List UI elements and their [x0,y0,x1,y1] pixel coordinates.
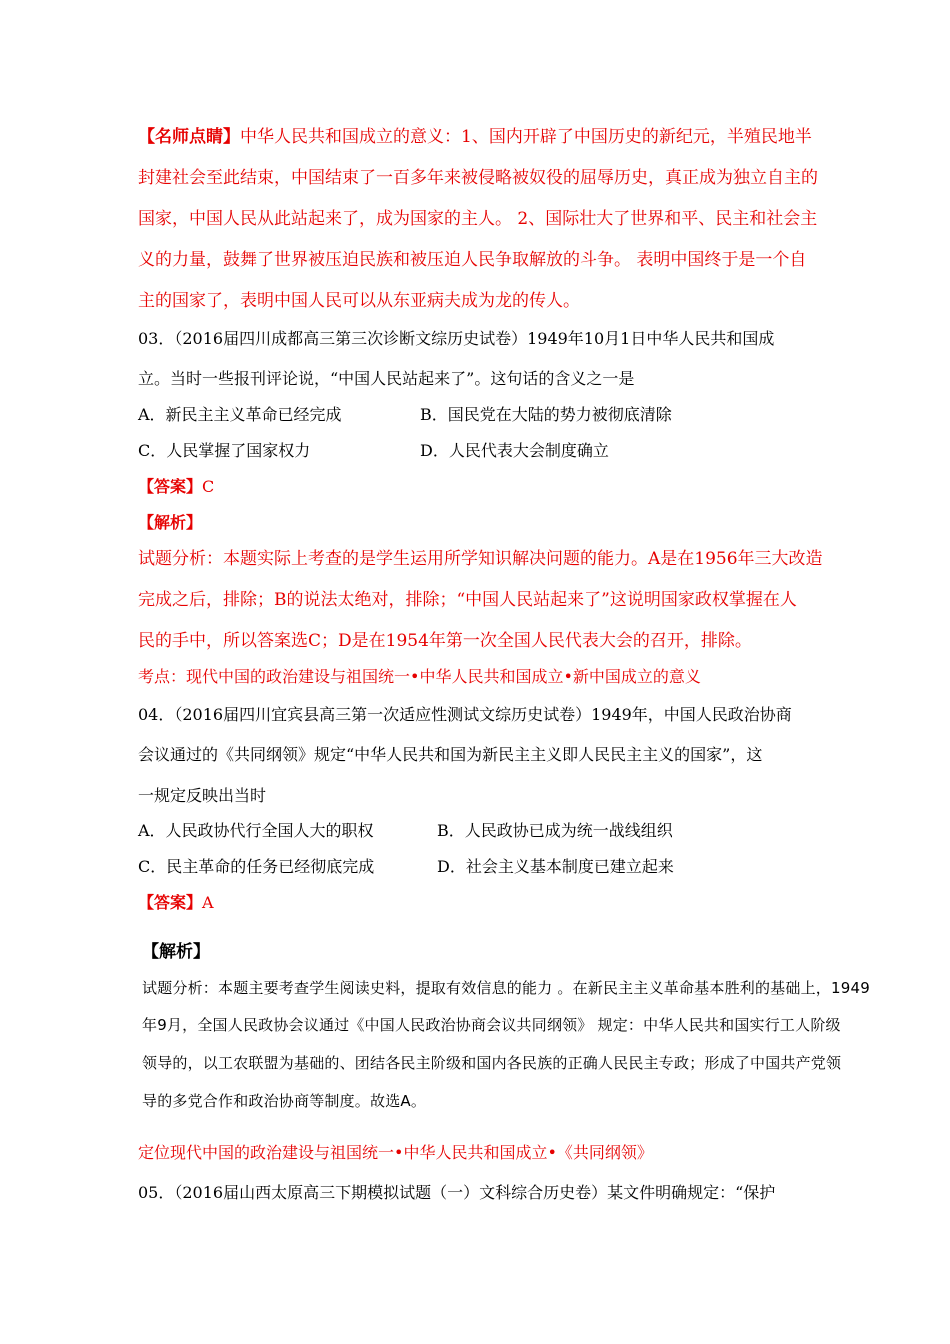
q04-dingwei: 定位现代中国的政治建设与祖国统一•中华人民共和国成立•《共同纲领》 [138,1143,653,1162]
teacher-note-line-1: 【名师点睛】中华人民共和国成立的意义：1、国内开辟了中国历史的新纪元，半殖民地半 [138,127,812,147]
teacher-note-line-5: 主的国家了，表明中国人民可以从东亚病夫成为龙的传人。 [138,291,580,311]
q03-option-b: B．国民党在大陆的势力被彻底清除 [420,405,672,424]
teacher-note-line-3: 国家，中国人民从此站起来了，成为国家的主人。 2、国际壮大了世界和平、民主和社会主 [138,209,818,229]
q03-stem-line-1: 03．（2016届四川成都高三第三次诊断文综历史试卷）1949年10月1日中华人民共和国成 [138,329,775,348]
teacher-note-line-4: 义的力量，鼓舞了世界被压迫民族和被压迫人民争取解放的斗争。 表明中国终于是一个自 [138,250,807,270]
q03-answer-value: C [202,477,215,496]
q04-stem-line-2: 会议通过的《共同纲领》规定“中华人民共和国为新民主主义即人民民主主义的国家”，这 [138,745,763,764]
q04-option-c: C．民主革命的任务已经彻底完成 [138,857,375,876]
q04-option-b: B．人民政协已成为统一战线组织 [437,821,673,840]
teacher-note-line-2: 封建社会至此结束，中国结束了一百多年来被侵略被奴役的屈辱历史，真正成为独立自主的 [138,168,818,188]
q03-analysis-line-3: 民的手中，所以答案选C；D是在1954年第一次全国人民代表大会的召开，排除。 [138,631,752,651]
q03-option-d: D．人民代表大会制度确立 [420,441,609,460]
q03-kaodian: 考点：现代中国的政治建设与祖国统一•中华人民共和国成立•新中国成立的意义 [138,667,701,686]
q03-answer [138,476,214,498]
q05-stem-line-1: 05．（2016届山西太原高三下期模拟试题（一）文科综合历史卷）某文件明确规定：“保护 [138,1183,776,1202]
q03-analysis-line-2: 完成之后，排除；B的说法太绝对，排除；“中国人民站起来了”这说明国家政权掌握在人 [138,590,797,610]
q03-analysis-line-1: 试题分析：本题实际上考查的是学生运用所学知识解决问题的能力。A是在1956年三大改造 [138,549,823,569]
q04-analysis-line-1: 试题分析：本题主要考查学生阅读史料，提取有效信息的能力 。在新民主主义革命基本胜利的基础上，1949 [142,979,870,997]
q04-answer-value: A [202,893,214,912]
q03-analysis-label: 【解析】 [138,513,203,532]
q04-stem-line-1: 04．（2016届四川宜宾县高三第一次适应性测试文综历史试卷）1949年，中国人民政治协商 [138,705,792,724]
q04-option-a: A．人民政协代行全国人大的职权 [138,821,374,840]
q04-answer-label: 【答案】 [138,893,203,912]
q04-analysis-line-4: 导的多党合作和政治协商等制度。故选A。 [142,1092,427,1110]
q04-option-d: D．社会主义基本制度已建立起来 [437,857,674,876]
q03-option-c: C．人民掌握了国家权力 [138,441,311,460]
q04-analysis-line-2: 年9月，全国人民政协会议通过《中国人民政治协商会议共同纲领》 规定：中华人民共和国实行工人阶级 [142,1016,841,1034]
q04-analysis-label: 【解析】 [142,942,210,962]
q04-stem-line-3: 一规定反映出当时 [138,786,267,805]
q03-option-a: A．新民主主义革命已经完成 [138,405,342,424]
q03-stem-line-2: 立。当时一些报刊评论说，“中国人民站起来了”。这句话的含义之一是 [138,369,635,388]
q04-answer [138,892,214,914]
teacher-note-label: 【名师点睛】 [138,127,240,147]
q03-answer-label: 【答案】 [138,477,203,496]
q04-analysis-line-3: 领导的，以工农联盟为基础的、团结各民主阶级和国内各民族的正确人民民主专政；形成了中国共产党领 [142,1054,842,1072]
